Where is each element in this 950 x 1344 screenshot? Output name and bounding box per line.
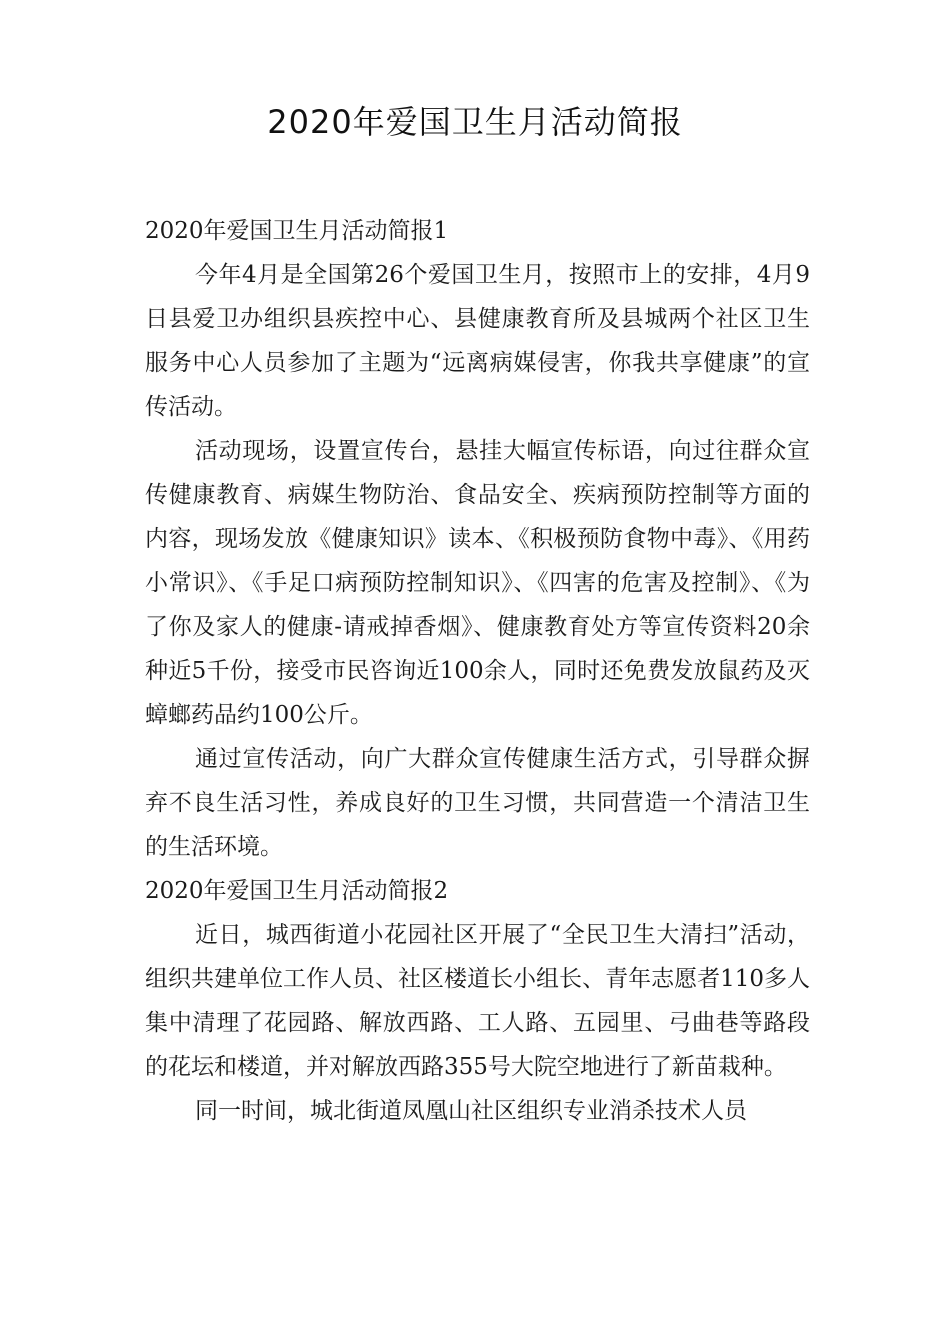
section-1-paragraph-1: 今年4月是全国第26个爱国卫生月，按照市上的安排，4月9日县爱卫办组织县疾控中心、县健康教育所及县城两个社区卫生服务中心人员参加了主题为“远离病媒侵害，你我共享健康”的宣传活动。: [145, 262, 810, 420]
section-1-paragraph-2: 活动现场，设置宣传台，悬挂大幅宣传标语，向过往群众宣传健康教育、病媒生物防治、食品安全、疾病预防控制等方面的内容，现场发放《健康知识》读本、《积极预防食物中毒》、《用药小常识》、《手足口病预防控制知识》、《四害的危害及控制》、《为了你及家人的健康-请戒掉香烟》、健康教育处方等宣传资料20余种近5千份，接受市民咨询近100余人，同时还免费发放鼠药及灭蟑螂药品约100公斤。: [145, 438, 810, 728]
section-1-heading: 2020年爱国卫生月活动简报1: [145, 218, 449, 244]
document-title: 2020年爱国卫生月活动简报: [267, 103, 683, 141]
section-1-paragraph-3: 通过宣传活动，向广大群众宣传健康生活方式，引导群众摒弃不良生活习性，养成良好的卫生习惯，共同营造一个清洁卫生的生活环境。: [145, 746, 810, 860]
section-2-paragraph-2: 同一时间，城北街道凤凰山社区组织专业消杀技术人员: [195, 1098, 747, 1124]
section-2-paragraph-1: 近日，城西街道小花园社区开展了“全民卫生大清扫”活动，组织共建单位工作人员、社区楼道长小组长、青年志愿者110多人集中清理了花园路、解放西路、工人路、五园里、弓曲巷等路段的花坛和楼道，并对解放西路355号大院空地进行了新苗栽种。: [145, 922, 810, 1080]
document-body: [145, 209, 810, 1133]
section-2-heading: 2020年爱国卫生月活动简报2: [145, 878, 449, 904]
